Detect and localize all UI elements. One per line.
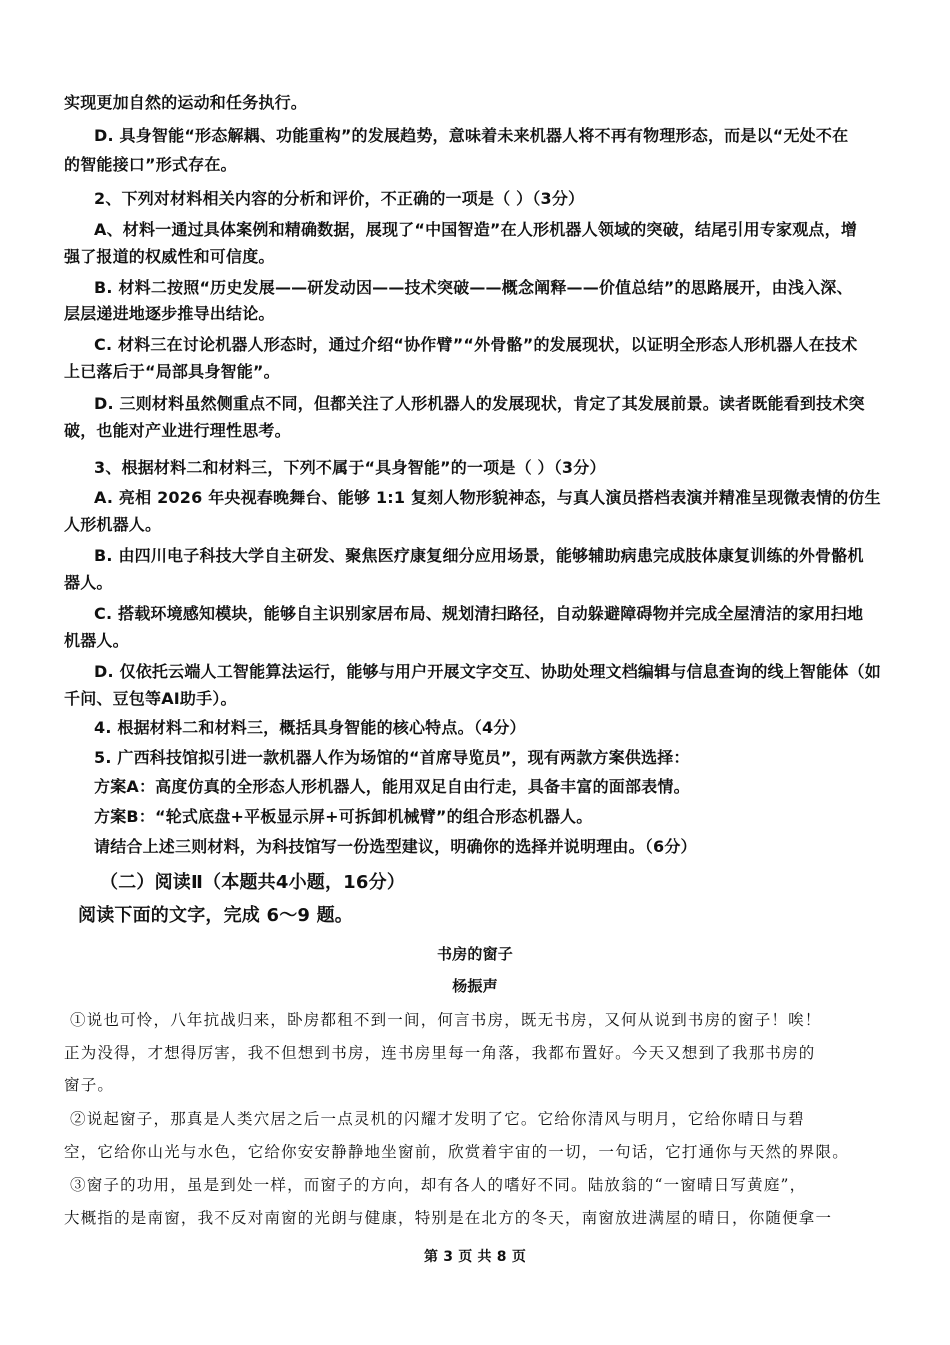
q2-option-c-line2: 上已落后于“局部具身智能”。 bbox=[64, 362, 280, 381]
q3-option-c-line2: 机器人。 bbox=[64, 631, 129, 650]
q1-option-c-continuation: 实现更加自然的运动和任务执行。 bbox=[64, 93, 308, 112]
q1-option-d-line1: D. 具身智能“形态解耦、功能重构”的发展趋势，意味着未来机器人将不再有物理形态，而是以“无处不在 bbox=[94, 126, 849, 145]
essay-author: 杨振声 bbox=[452, 977, 498, 995]
essay-paragraph-3-line2: 大概指的是南窗，我不反对南窗的光朗与健康，特别是在北方的冬天，南窗放进满屋的晴日，你随便拿一 bbox=[64, 1209, 833, 1227]
q3-option-b-line2: 器人。 bbox=[64, 573, 113, 592]
q2-stem: 2、下列对材料相关内容的分析和评价，不正确的一项是（ ）（3分） bbox=[94, 189, 585, 208]
q3-option-b-line1: B. 由四川电子科技大学自主研发、聚焦医疗康复细分应用场景，能够辅助病患完成肢体康复训练的外骨骼机 bbox=[94, 546, 864, 565]
q3-option-d-line2: 千问、豆包等AI助手）。 bbox=[64, 689, 237, 708]
q2-option-d-line2: 破，也能对产业进行理性思考。 bbox=[64, 421, 291, 440]
page-number-footer: 第 3 页 共 8 页 bbox=[423, 1249, 527, 1265]
q3-option-d-line1: D. 仅依托云端人工智能算法运行，能够与用户开展文字交互、协助处理文档编辑与信息查询的线上智能体（如 bbox=[94, 662, 881, 681]
q3-option-a-line2: 人形机器人。 bbox=[64, 515, 162, 534]
q4-stem: 4. 根据材料二和材料三，概括具身智能的核心特点。（4分） bbox=[94, 718, 526, 737]
section2-heading: （二）阅读Ⅱ（本题共4小题，16分） bbox=[100, 872, 406, 893]
section2-instruction: 阅读下面的文字，完成 6～9 题。 bbox=[78, 905, 353, 926]
essay-paragraph-2-line2: 空，它给你山光与水色，它给你安安静静地坐窗前，欣赏着宇宙的一切，一句话，它打通你与天然的界限。 bbox=[64, 1143, 849, 1161]
q3-option-c-line1: C. 搭载环境感知模块，能够自主识别家居布局、规划清扫路径，自动躲避障碍物并完成全屋清洁的家用扫地 bbox=[94, 604, 864, 623]
q1-option-d-line2: 的智能接口”形式存在。 bbox=[64, 155, 237, 174]
q2-option-b-line1: B. 材料二按照“历史发展——研发动因——技术突破——概念阐释——价值总结”的思路展开，由浅入深、 bbox=[94, 278, 853, 297]
q2-option-b-line2: 层层递进地逐步推导出结论。 bbox=[64, 304, 275, 323]
q5-plan-b: 方案B：“轮式底盘+平板显示屏+可拆卸机械臂”的组合形态机器人。 bbox=[94, 807, 593, 826]
essay-paragraph-1-line2: 正为没得，才想得厉害，我不但想到书房，连书房里每一角落，我都布置好。今天又想到了我那书房的 bbox=[64, 1044, 816, 1062]
essay-paragraph-1-line1: ①说也可怜，八年抗战归来，卧房都租不到一间，何言书房，既无书房，又何从说到书房的窗子！唉！ bbox=[70, 1011, 822, 1029]
q5-stem: 5. 广西科技馆拟引进一款机器人作为场馆的“首席导览员”，现有两款方案供选择： bbox=[94, 748, 690, 767]
essay-paragraph-2-line1: ②说起窗子，那真是人类穴居之后一点灵机的闪耀才发明了它。它给你清风与明月，它给你晴日与碧 bbox=[70, 1110, 805, 1128]
essay-paragraph-1-line3: 窗子。 bbox=[64, 1076, 115, 1094]
q2-option-d-line1: D. 三则材料虽然侧重点不同，但都关注了人形机器人的发展现状，肯定了其发展前景。读者既能看到技术突 bbox=[94, 394, 865, 413]
essay-title: 书房的窗子 bbox=[436, 945, 513, 963]
q2-option-c-line1: C. 材料三在讨论机器人形态时，通过介绍“协作臂”“外骨骼”的发展现状，以证明全形态人形机器人在技术 bbox=[94, 335, 858, 354]
q3-stem: 3、根据材料二和材料三，下列不属于“具身智能”的一项是（ ）（3分） bbox=[94, 458, 606, 477]
q2-option-a-line2: 强了报道的权威性和可信度。 bbox=[64, 247, 275, 266]
essay-paragraph-3-line1: ③窗子的功用，虽是到处一样，而窗子的方向，却有各人的嗜好不同。陆放翁的“一窗晴日写黄庭”， bbox=[70, 1176, 807, 1194]
q5-task: 请结合上述三则材料，为科技馆写一份选型建议，明确你的选择并说明理由。（6分） bbox=[94, 837, 697, 856]
q2-option-a-line1: A、材料一通过具体案例和精确数据，展现了“中国智造”在人形机器人领域的突破，结尾引用专家观点，增 bbox=[94, 220, 858, 239]
q5-plan-a: 方案A：高度仿真的全形态人形机器人，能用双足自由行走，具备丰富的面部表情。 bbox=[94, 777, 690, 796]
q3-option-a-line1: A. 亮相 2026 年央视春晚舞台、能够 1:1 复刻人物形貌神态，与真人演员搭档表演并精准呈现微表情的仿生 bbox=[94, 488, 881, 507]
